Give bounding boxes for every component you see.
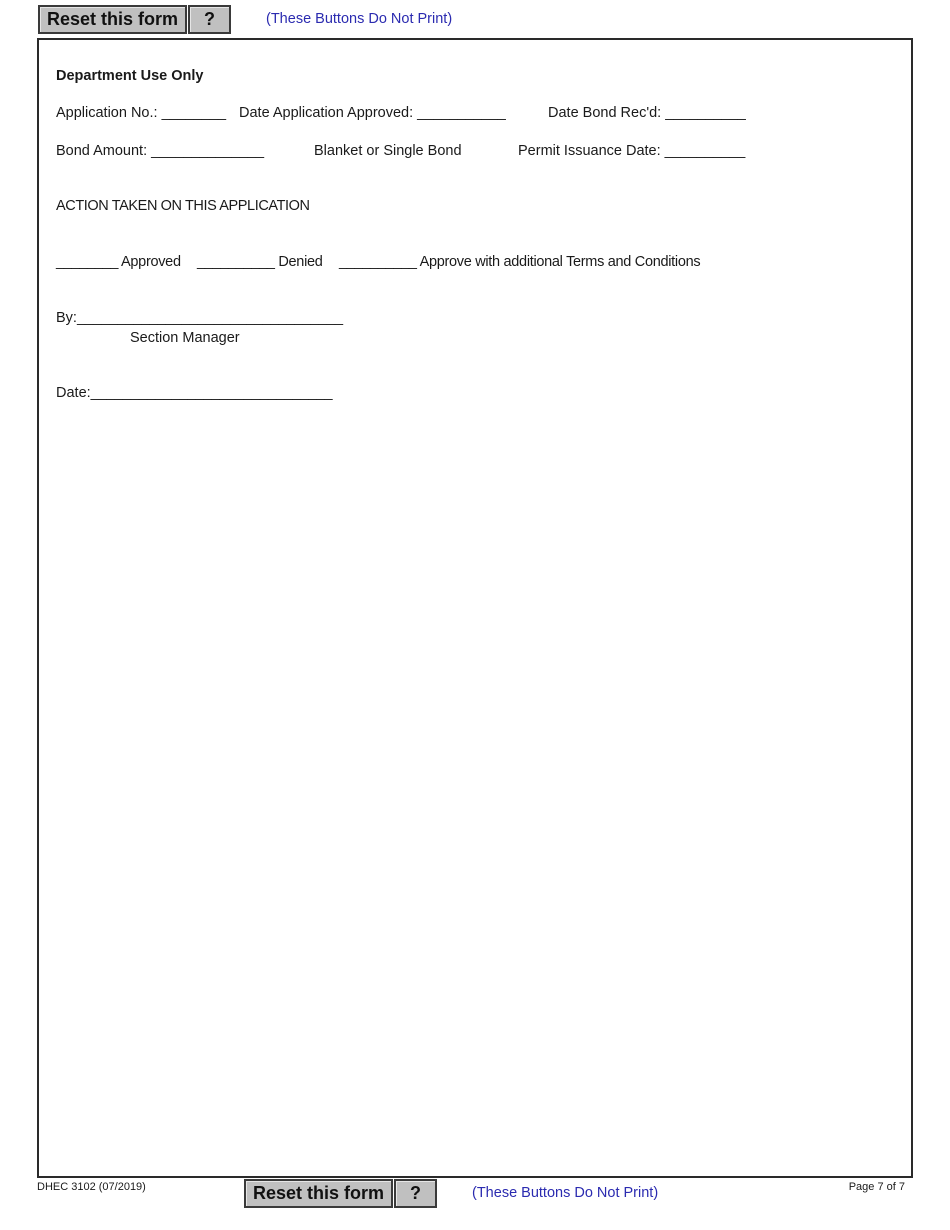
date-signature-line: Date:______________________________ xyxy=(56,385,333,401)
action-denied: __________ Denied xyxy=(197,254,323,270)
bond-amount-field: Bond Amount: ______________ xyxy=(56,143,265,159)
form-id: DHEC 3102 (07/2019) xyxy=(37,1181,146,1193)
application-no-field: Application No.: ________ xyxy=(56,105,227,121)
page-number: Page 7 of 7 xyxy=(848,1181,905,1193)
top-toolbar xyxy=(38,5,231,34)
date-application-approved-field: Date Application Approved: ___________ xyxy=(239,105,506,121)
buttons-do-not-print-note-bottom: (These Buttons Do Not Print) xyxy=(472,1185,659,1201)
action-approve-with-conditions: __________ Approve with additional Terms and Conditions xyxy=(339,254,701,270)
bottom-toolbar xyxy=(244,1179,437,1208)
action-approved: ________ Approved xyxy=(56,254,181,270)
buttons-do-not-print-note: (These Buttons Do Not Print) xyxy=(266,11,453,27)
reset-form-button-bottom[interactable]: Reset this form xyxy=(244,1179,393,1208)
help-button-bottom[interactable]: ? xyxy=(394,1179,437,1208)
date-bond-received-field: Date Bond Rec'd: __________ xyxy=(548,105,746,121)
section-manager-caption: Section Manager xyxy=(130,330,240,346)
reset-form-button[interactable]: Reset this form xyxy=(38,5,187,34)
help-button[interactable]: ? xyxy=(188,5,231,34)
action-heading: ACTION TAKEN ON THIS APPLICATION xyxy=(56,198,310,214)
bond-type-label: Blanket or Single Bond xyxy=(314,143,462,159)
section-title: Department Use Only xyxy=(56,68,204,84)
permit-issuance-date-field: Permit Issuance Date: __________ xyxy=(518,143,746,159)
signature-by-line: By:_________________________________ xyxy=(56,310,344,326)
